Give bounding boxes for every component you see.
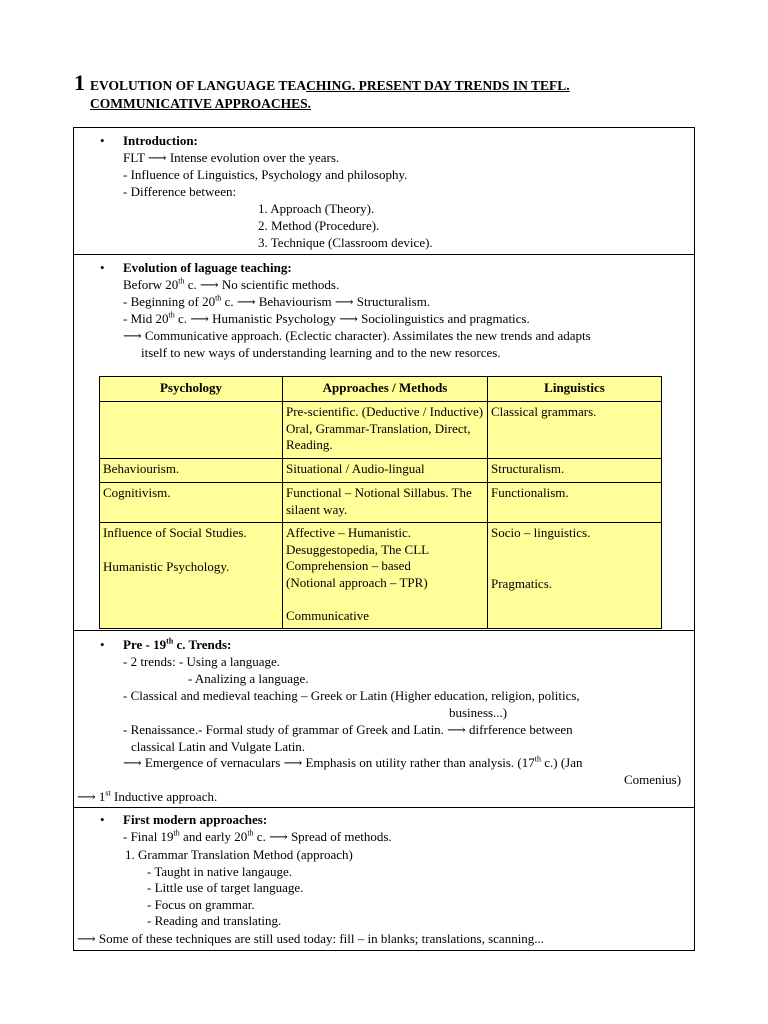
table-row [100,523,662,629]
table-cell [100,402,283,459]
pre19-heading: Pre - 19th c. Trends: [123,636,232,652]
intro-list-item: 3. Technique (Classroom device). [258,235,433,250]
table-cell: Functional – Notional Sillabus. The silaent way. [283,483,488,523]
column-header: Approaches / Methods [283,377,488,402]
table-cell: Socio – linguistics. Pragmatics. [488,523,662,629]
bullet-icon: • [100,260,105,275]
intro-list-item: 1. Approach (Theory). [258,201,375,216]
modern-line: - Focus on grammar. [147,897,255,912]
table-cell: Behaviourism. [100,459,283,483]
modern-line: ⟶ Some of these techniques are still used today: fill – in blanks; translations, scanning... [77,931,545,946]
title-underlined: CHING. PRESENT DAY TRENDS IN TEFL. [306,78,570,93]
bullet-icon: • [100,637,105,652]
modern-line: - Little use of target language. [147,880,304,895]
table-cell: Situational / Audio-lingual [283,459,488,483]
intro-heading: Introduction: [123,133,198,148]
column-header: Psychology [100,377,283,402]
modern-line: - Final 19th and early 20th c. ⟶ Spread of methods. [123,828,392,844]
pre19-line: - 2 trends: - Using a language. [123,654,281,669]
modern-line: 1. Grammar Translation Method (approach) [125,847,353,862]
pre19-line: - Classical and medieval teaching – Greek or Latin (Higher education, religion, politics, [123,688,580,703]
table-row [100,483,662,523]
intro-line: - Influence of Linguistics, Psychology and philosophy. [123,167,408,182]
pre19-line: classical Latin and Vulgate Latin. [131,739,306,754]
section-number: 1 [74,70,85,95]
evolution-line: - Mid 20th c. ⟶ Humanistic Psychology ⟶ Sociolinguistics and pragmatics. [123,310,530,326]
evolution-line: itself to new ways of understanding learning and to the new resorces. [141,345,501,360]
table-cell: Structuralism. [488,459,662,483]
modern-heading: First modern approaches: [123,812,268,827]
pre19-line: - Analizing a language. [188,671,309,686]
intro-line: FLT ⟶ Intense evolution over the years. [123,150,340,165]
evolution-line: Beforw 20th c. ⟶ No scientific methods. [123,276,340,292]
table-cell: Influence of Social Studies. Humanistic Psychology. [100,523,283,629]
table-cell: Pre-scientific. (Deductive / Inductive) Oral, Grammar-Translation, Direct, Reading. [283,402,488,459]
page-title-line-1 [90,78,570,94]
pre19-line: business...) [449,705,508,720]
table-header-row [100,377,662,402]
table-cell: Affective – Humanistic. Desuggestopedia, The CLL Comprehension – based (Notional approach – TPR) Communicative [283,523,488,629]
modern-line: - Taught in native langauge. [147,864,293,879]
table-row [100,459,662,483]
table-cell: Cognitivism. [100,483,283,523]
table-cell: Classical grammars. [488,402,662,459]
bullet-icon: • [100,133,105,148]
modern-line: - Reading and translating. [147,913,282,928]
evolution-heading: Evolution of laguage teaching: [123,260,292,275]
pre19-line: - Renaissance.- Formal study of grammar of Greek and Latin. ⟶ difrference between [123,722,573,737]
title-plain: EVOLUTION OF LANGUAGE TEA [90,78,307,93]
pre19-line: Comenius) [624,772,682,787]
bullet-icon: • [100,812,105,827]
pre19-line: ⟶ 1st Inductive approach. [77,788,218,804]
pre19-line: ⟶ Emergence of vernaculars ⟶ Emphasis on utility rather than analysis. (17th c.) (Jan [123,754,583,770]
column-header: Linguistics [488,377,662,402]
page-title-line-2: COMMUNICATIVE APPROACHES. [90,96,312,111]
table-row [100,402,662,459]
table-cell: Functionalism. [488,483,662,523]
evolution-line: ⟶ Communicative approach. (Eclectic character). Assimilates the new trends and adapts [123,328,591,343]
intro-list-item: 2. Method (Procedure). [258,218,380,233]
evolution-line: - Beginning of 20th c. ⟶ Behaviourism ⟶ Structuralism. [123,293,431,309]
intro-line: - Difference between: [123,184,237,199]
approaches-table [99,376,662,629]
